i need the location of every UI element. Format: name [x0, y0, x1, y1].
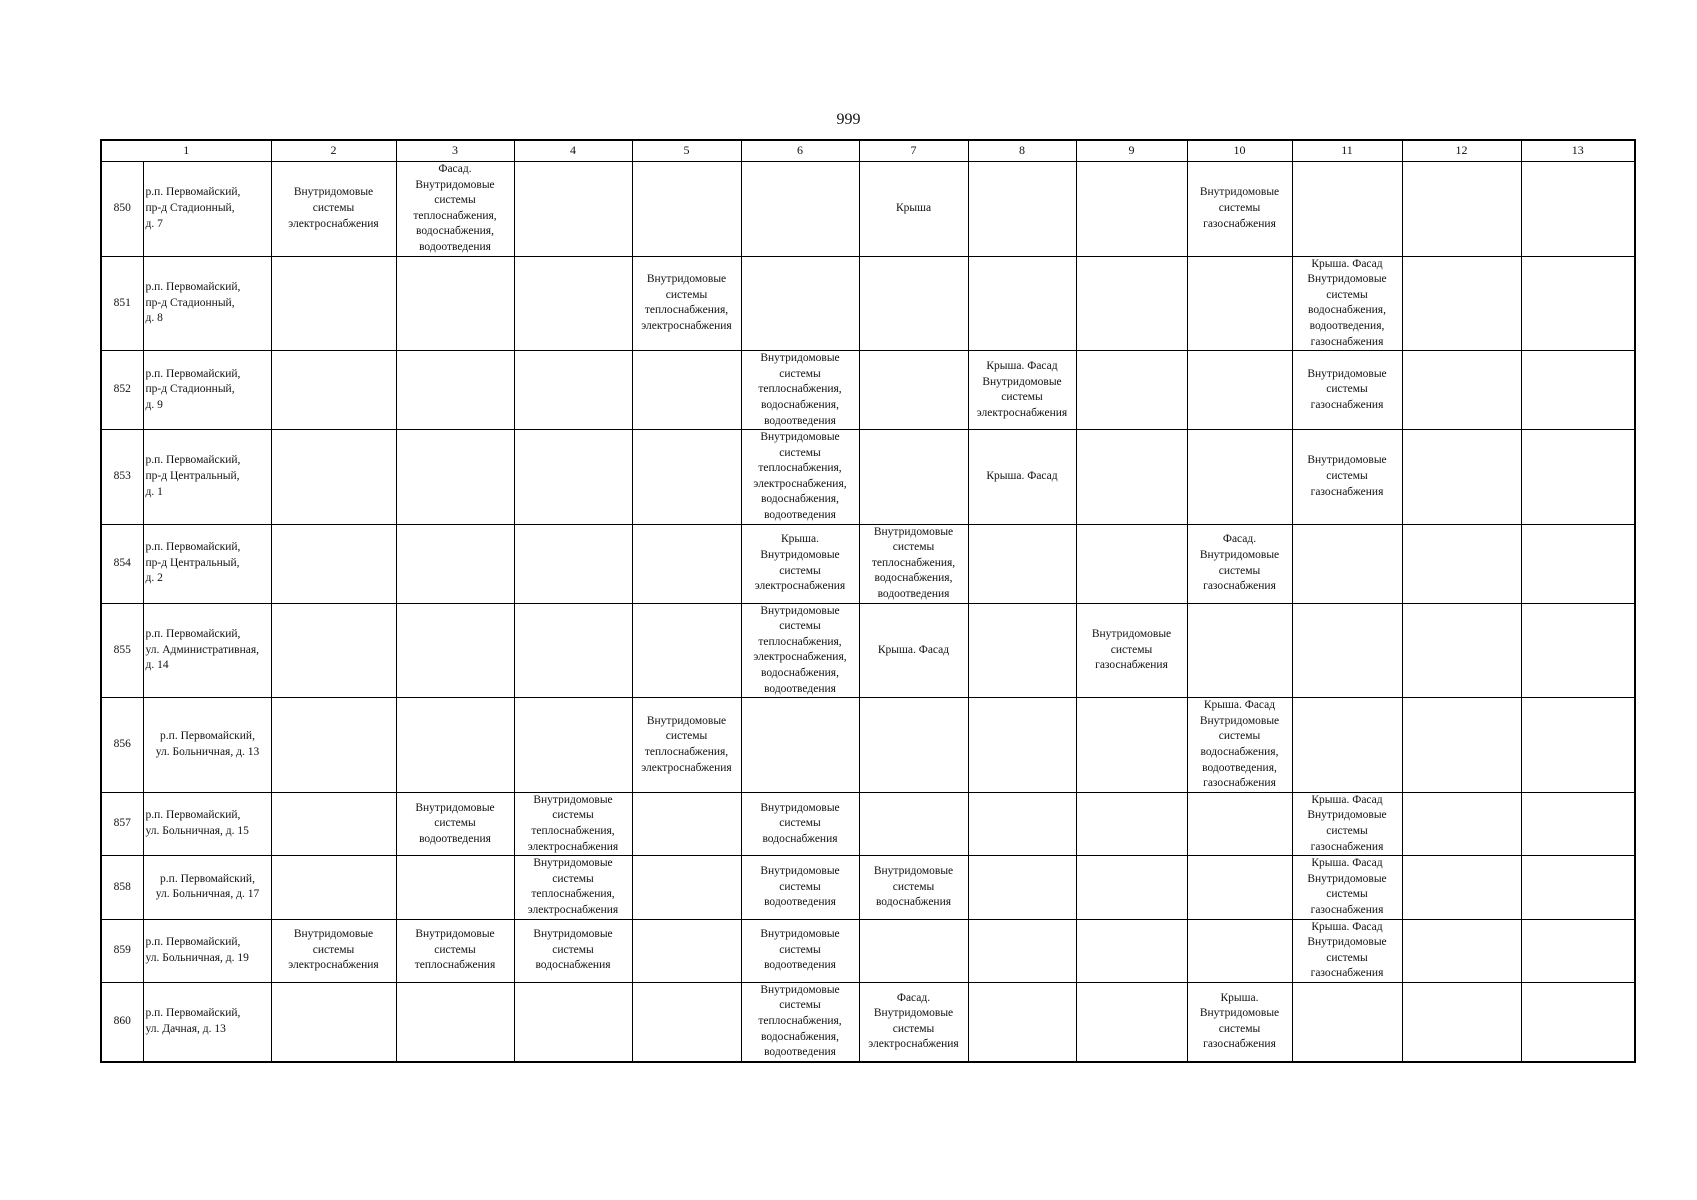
- work-cell-col-8: [968, 256, 1076, 351]
- column-header: 4: [514, 140, 632, 162]
- work-cell-col-3: [396, 162, 514, 257]
- work-cell-col-5: [632, 792, 741, 855]
- work-cell-col-9: [1076, 430, 1187, 525]
- work-cell-col-6: [741, 856, 859, 919]
- work-cell-col-8: [968, 524, 1076, 603]
- address-cell: [143, 982, 271, 1061]
- work-cell-col-7: [859, 524, 968, 603]
- work-cell-col-12: [1402, 698, 1521, 793]
- work-cell-col-3: [396, 603, 514, 698]
- work-cell-col-6: [741, 792, 859, 855]
- work-cell-col-10: [1187, 524, 1292, 603]
- work-text: Крыша. Фасад: [877, 643, 950, 656]
- work-cell-col-10: [1187, 256, 1292, 351]
- work-cell-col-3: [396, 982, 514, 1061]
- work-text: Внутридомовые системы теплоснабжения, водоснабжения, водоотведения: [758, 983, 842, 1059]
- row-number: 853: [101, 430, 143, 525]
- work-text: Внутридомовые системы газоснабжения: [1199, 186, 1280, 230]
- work-text: Внутридомовые системы теплоснабжения, электроснабжения: [527, 857, 619, 916]
- row-number: 858: [101, 856, 143, 919]
- work-cell-col-11: [1292, 430, 1402, 525]
- work-cell-col-7: [859, 856, 968, 919]
- table-row: [101, 256, 1635, 351]
- work-cell-col-2: [271, 792, 396, 855]
- work-cell-col-3: [396, 856, 514, 919]
- work-cell-col-6: [741, 256, 859, 351]
- work-cell-col-4: [514, 603, 632, 698]
- work-cell-col-11: [1292, 856, 1402, 919]
- work-cell-col-11: [1292, 792, 1402, 855]
- work-text: Внутридомовые системы электроснабжения: [288, 928, 379, 972]
- work-cell-col-4: [514, 792, 632, 855]
- work-cell-col-6: [741, 351, 859, 430]
- table-row: [101, 698, 1635, 793]
- work-cell-col-6: [741, 603, 859, 698]
- work-cell-col-8: [968, 162, 1076, 257]
- work-cell-col-13: [1521, 603, 1635, 698]
- work-cell-col-6: [741, 430, 859, 525]
- column-header: 9: [1076, 140, 1187, 162]
- work-cell-col-2: [271, 430, 396, 525]
- work-cell-col-8: [968, 351, 1076, 430]
- work-cell-col-2: [271, 256, 396, 351]
- work-cell-col-9: [1076, 698, 1187, 793]
- work-cell-col-5: [632, 256, 741, 351]
- row-number: 860: [101, 982, 143, 1061]
- work-cell-col-6: [741, 919, 859, 982]
- work-cell-col-9: [1076, 919, 1187, 982]
- work-cell-col-11: [1292, 919, 1402, 982]
- column-header: 10: [1187, 140, 1292, 162]
- row-number: 850: [101, 162, 143, 257]
- work-cell-col-6: [741, 162, 859, 257]
- address-text: р.п. Первомайский, пр-д Центральный, д. 2: [145, 541, 241, 585]
- table-row: [101, 430, 1635, 525]
- work-cell-col-13: [1521, 524, 1635, 603]
- column-header: 2: [271, 140, 396, 162]
- table-row: [101, 351, 1635, 430]
- address-cell: [143, 524, 271, 603]
- work-cell-col-11: [1292, 162, 1402, 257]
- column-header: 1: [101, 140, 271, 162]
- work-cell-col-11: [1292, 603, 1402, 698]
- address-text: р.п. Первомайский, ул. Больничная, д. 15: [145, 809, 249, 837]
- work-cell-col-4: [514, 524, 632, 603]
- work-cell-col-13: [1521, 982, 1635, 1061]
- table-row: [101, 919, 1635, 982]
- work-cell-col-2: [271, 524, 396, 603]
- work-cell-col-11: [1292, 351, 1402, 430]
- work-text: Фасад. Внутридомовые системы газоснабжения: [1199, 533, 1280, 593]
- work-cell-col-7: [859, 698, 968, 793]
- work-cell-col-3: [396, 430, 514, 525]
- work-text: Внутридомовые системы теплоснабжения, электроснабжения: [527, 793, 619, 853]
- table-row: [101, 524, 1635, 603]
- address-text: р.п. Первомайский, ул. Больничная, д. 13: [155, 730, 260, 758]
- work-cell-col-11: [1292, 982, 1402, 1061]
- work-text: Внутридомовые системы водоснабжения: [760, 801, 840, 845]
- work-cell-col-13: [1521, 351, 1635, 430]
- column-number-row: [101, 140, 1635, 162]
- work-cell-col-2: [271, 351, 396, 430]
- work-text: Крыша. Фасад Внутридомовые системы газоснабжения: [1307, 857, 1387, 916]
- work-cell-col-2: [271, 162, 396, 257]
- column-header: 13: [1521, 140, 1635, 162]
- work-text: Крыша. Фасад Внутридомовые системы электроснабжения: [976, 359, 1068, 419]
- work-cell-col-4: [514, 162, 632, 257]
- address-cell: [143, 256, 271, 351]
- work-cell-col-3: [396, 524, 514, 603]
- work-cell-col-7: [859, 792, 968, 855]
- work-cell-col-12: [1402, 256, 1521, 351]
- table-row: [101, 856, 1635, 919]
- address-text: р.п. Первомайский, ул. Административная, д. 14: [145, 628, 259, 672]
- work-cell-col-8: [968, 698, 1076, 793]
- table-row: [101, 603, 1635, 698]
- work-text: Крыша: [895, 201, 932, 214]
- work-cell-col-12: [1402, 603, 1521, 698]
- work-text: Внутридомовые системы теплоснабжения, водоснабжения, водоотведения: [758, 352, 842, 427]
- work-cell-col-10: [1187, 856, 1292, 919]
- row-number: 857: [101, 792, 143, 855]
- work-text: Внутридомовые системы теплоснабжения, электроснабжения, водоснабжения, водоотведения: [753, 431, 847, 522]
- address-text: р.п. Первомайский, пр-д Центральный, д. 1: [145, 454, 241, 498]
- work-cell-col-7: [859, 982, 968, 1061]
- work-cell-col-3: [396, 698, 514, 793]
- work-cell-col-10: [1187, 919, 1292, 982]
- work-cell-col-10: [1187, 603, 1292, 698]
- work-cell-col-12: [1402, 919, 1521, 982]
- work-text: Внутридомовые системы водоотведения: [415, 801, 495, 845]
- work-cell-col-8: [968, 603, 1076, 698]
- work-text: Внутридомовые системы водоснабжения: [533, 928, 613, 972]
- work-cell-col-8: [968, 856, 1076, 919]
- work-text: Крыша. Внутридомовые системы электроснабжения: [754, 533, 846, 593]
- work-text: Внутридомовые системы теплоснабжения, электроснабжения: [641, 714, 732, 774]
- work-cell-col-2: [271, 919, 396, 982]
- work-cell-col-9: [1076, 524, 1187, 603]
- work-cell-col-11: [1292, 524, 1402, 603]
- work-text: Крыша. Фасад: [986, 470, 1058, 483]
- work-cell-col-3: [396, 351, 514, 430]
- address-cell: [143, 792, 271, 855]
- work-text: Фасад. Внутридомовые системы электроснабжения: [868, 991, 959, 1051]
- work-cell-col-9: [1076, 256, 1187, 351]
- work-cell-col-7: [859, 351, 968, 430]
- work-cell-col-5: [632, 162, 741, 257]
- work-cell-col-7: [859, 256, 968, 351]
- work-text: Внутридомовые системы водоотведения: [760, 864, 840, 909]
- work-cell-col-8: [968, 792, 1076, 855]
- work-cell-col-4: [514, 351, 632, 430]
- repair-schedule-table: [100, 139, 1636, 1063]
- work-cell-col-13: [1521, 698, 1635, 793]
- work-text: Внутридомовые системы теплоснабжения, электроснабжения, водоснабжения, водоотведения: [753, 604, 847, 695]
- work-cell-col-12: [1402, 524, 1521, 603]
- work-text: Крыша. Фасад Внутридомовые системы водоснабжения, водоотведения, газоснабжения: [1199, 699, 1280, 790]
- work-cell-col-4: [514, 982, 632, 1061]
- work-text: Внутридомовые системы водоотведения: [760, 928, 840, 972]
- page-number: 999: [836, 111, 861, 128]
- work-cell-col-6: [741, 698, 859, 793]
- column-header: 12: [1402, 140, 1521, 162]
- work-cell-col-4: [514, 919, 632, 982]
- table-row: [101, 792, 1635, 855]
- work-text: Крыша. Внутридомовые системы газоснабжения: [1199, 991, 1280, 1051]
- work-cell-col-5: [632, 430, 741, 525]
- address-text: р.п. Первомайский, ул. Больничная, д. 19: [145, 936, 249, 964]
- work-cell-col-11: [1292, 256, 1402, 351]
- address-text: р.п. Первомайский, ул. Дачная, д. 13: [145, 1007, 241, 1035]
- work-cell-col-9: [1076, 856, 1187, 919]
- address-cell: [143, 856, 271, 919]
- row-number: 852: [101, 351, 143, 430]
- column-header: 3: [396, 140, 514, 162]
- work-cell-col-3: [396, 919, 514, 982]
- work-cell-col-12: [1402, 162, 1521, 257]
- work-text: Фасад. Внутридомовые системы теплоснабжения, водоснабжения, водоотведения: [413, 163, 497, 253]
- work-cell-col-12: [1402, 982, 1521, 1061]
- work-text: Внутридомовые системы теплоснабжения, электроснабжения: [641, 273, 732, 332]
- work-cell-col-4: [514, 856, 632, 919]
- work-cell-col-2: [271, 603, 396, 698]
- work-cell-col-10: [1187, 162, 1292, 257]
- work-cell-col-10: [1187, 982, 1292, 1061]
- work-cell-col-13: [1521, 856, 1635, 919]
- work-cell-col-5: [632, 698, 741, 793]
- work-text: Крыша. Фасад Внутридомовые системы водоснабжения, водоотведения, газоснабжения: [1307, 257, 1387, 348]
- row-number: 855: [101, 603, 143, 698]
- address-text: р.п. Первомайский, пр-д Стадионный, д. 9: [145, 367, 241, 411]
- work-cell-col-5: [632, 856, 741, 919]
- work-text: Внутридомовые системы газоснабжения: [1307, 454, 1387, 498]
- work-text: Внутридомовые системы теплоснабжения, водоснабжения, водоотведения: [871, 525, 956, 601]
- work-cell-col-13: [1521, 162, 1635, 257]
- address-cell: [143, 698, 271, 793]
- work-cell-col-10: [1187, 430, 1292, 525]
- work-cell-col-12: [1402, 856, 1521, 919]
- address-cell: [143, 919, 271, 982]
- work-cell-col-3: [396, 792, 514, 855]
- column-header: 11: [1292, 140, 1402, 162]
- address-cell: [143, 162, 271, 257]
- column-header: 8: [968, 140, 1076, 162]
- work-cell-col-9: [1076, 603, 1187, 698]
- work-cell-col-10: [1187, 698, 1292, 793]
- work-cell-col-12: [1402, 351, 1521, 430]
- work-cell-col-8: [968, 919, 1076, 982]
- work-cell-col-5: [632, 603, 741, 698]
- address-cell: [143, 603, 271, 698]
- work-text: Крыша. Фасад Внутридомовые системы газоснабжения: [1307, 920, 1387, 980]
- column-header: 5: [632, 140, 741, 162]
- address-text: р.п. Первомайский, пр-д Стадионный, д. 8: [145, 280, 241, 325]
- work-cell-col-13: [1521, 256, 1635, 351]
- work-cell-col-12: [1402, 430, 1521, 525]
- work-cell-col-7: [859, 430, 968, 525]
- work-text: Внутридомовые системы водоснабжения: [873, 864, 954, 909]
- work-cell-col-13: [1521, 430, 1635, 525]
- work-text: Крыша. Фасад Внутридомовые системы газоснабжения: [1307, 793, 1387, 853]
- work-cell-col-2: [271, 982, 396, 1061]
- table-body: [101, 162, 1635, 1062]
- work-cell-col-8: [968, 982, 1076, 1061]
- work-cell-col-5: [632, 351, 741, 430]
- table-row: [101, 982, 1635, 1061]
- address-cell: [143, 430, 271, 525]
- work-text: Внутридомовые системы теплоснабжения: [414, 928, 496, 972]
- work-cell-col-4: [514, 256, 632, 351]
- work-cell-col-10: [1187, 792, 1292, 855]
- work-cell-col-5: [632, 919, 741, 982]
- work-cell-col-13: [1521, 919, 1635, 982]
- work-cell-col-11: [1292, 698, 1402, 793]
- work-text: Внутридомовые системы газоснабжения: [1091, 628, 1172, 672]
- row-number: 859: [101, 919, 143, 982]
- work-cell-col-7: [859, 162, 968, 257]
- work-cell-col-6: [741, 982, 859, 1061]
- work-cell-col-7: [859, 919, 968, 982]
- row-number: 851: [101, 256, 143, 351]
- row-number: 856: [101, 698, 143, 793]
- address-cell: [143, 351, 271, 430]
- work-cell-col-5: [632, 982, 741, 1061]
- work-cell-col-8: [968, 430, 1076, 525]
- work-text: Внутридомовые системы газоснабжения: [1307, 367, 1387, 411]
- work-cell-col-10: [1187, 351, 1292, 430]
- work-cell-col-7: [859, 603, 968, 698]
- column-header: 7: [859, 140, 968, 162]
- work-cell-col-2: [271, 856, 396, 919]
- work-text: Внутридомовые системы электроснабжения: [288, 186, 379, 230]
- work-cell-col-3: [396, 256, 514, 351]
- work-cell-col-9: [1076, 351, 1187, 430]
- work-cell-col-2: [271, 698, 396, 793]
- address-text: р.п. Первомайский, пр-д Стадионный, д. 7: [145, 186, 241, 230]
- work-cell-col-6: [741, 524, 859, 603]
- work-cell-col-13: [1521, 792, 1635, 855]
- work-cell-col-12: [1402, 792, 1521, 855]
- row-number: 854: [101, 524, 143, 603]
- table-row: [101, 162, 1635, 257]
- work-cell-col-4: [514, 698, 632, 793]
- work-cell-col-9: [1076, 792, 1187, 855]
- work-cell-col-5: [632, 524, 741, 603]
- work-cell-col-4: [514, 430, 632, 525]
- work-cell-col-9: [1076, 162, 1187, 257]
- address-text: р.п. Первомайский, ул. Больничная, д. 17: [155, 872, 260, 901]
- work-cell-col-9: [1076, 982, 1187, 1061]
- column-header: 6: [741, 140, 859, 162]
